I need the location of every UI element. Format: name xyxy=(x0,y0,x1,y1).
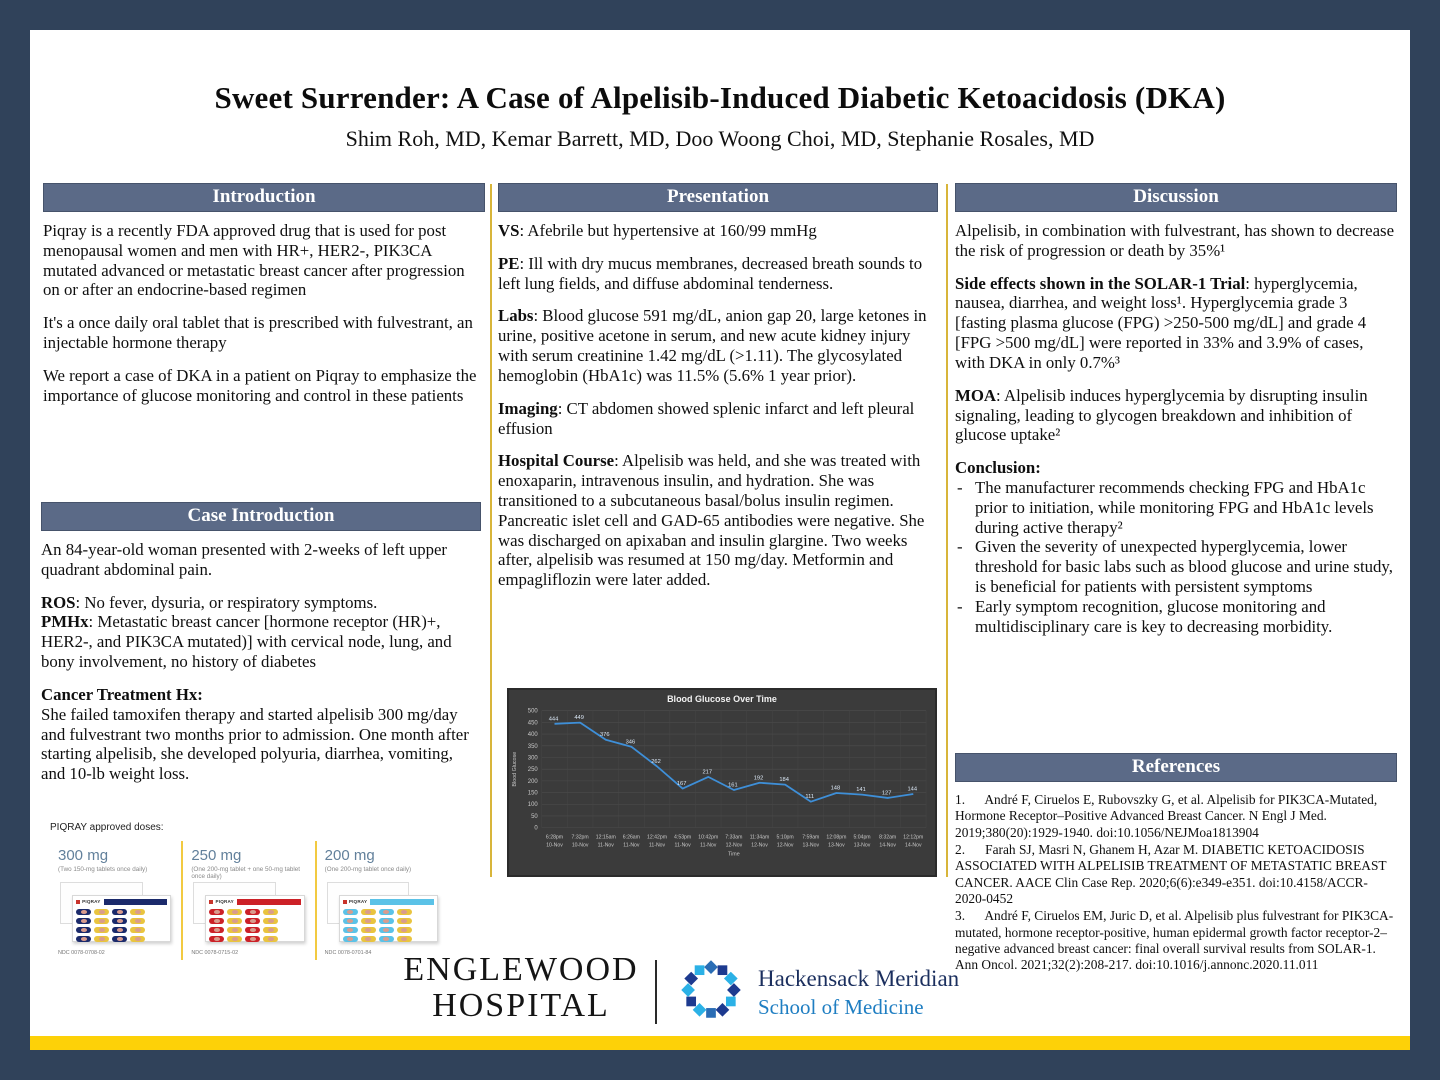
svg-text:192: 192 xyxy=(753,775,764,782)
references-header: References xyxy=(955,753,1397,782)
svg-text:7:59am: 7:59am xyxy=(802,834,820,841)
poster-title: Sweet Surrender: A Case of Alpelisib-Induced Diabetic Ketoacidosis (DKA) xyxy=(214,80,1226,115)
svg-text:184: 184 xyxy=(779,777,789,784)
reference-item: 1. André F, Ciruelos E, Rubovszky G, et al. Alpelisib for PIK3CA-Mutated, Hormone Receptor–Positive Advanced Breast Cancer. N Engl J Med. 2019;380(20):1929-1940. doi:10.1056/NEJMoa1813904 xyxy=(955,792,1381,840)
svg-text:217: 217 xyxy=(702,769,713,776)
moa-line: MOA: Alpelisib induces hyperglycemia by disrupting insulin signaling, leading to glycogen breakdown and inhibition of glucose uptake² xyxy=(955,385,1368,445)
svg-text:200: 200 xyxy=(527,778,538,785)
case-introduction-header: Case Introduction xyxy=(41,502,481,531)
pack-color-band xyxy=(104,899,168,905)
svg-text:11-Nov: 11-Nov xyxy=(674,842,691,849)
pmhx-label: PMHx xyxy=(41,612,89,632)
dose-amount: 200 mg xyxy=(324,847,375,864)
svg-text:12-Nov: 12-Nov xyxy=(751,842,768,849)
intro-paragraph: We report a case of DKA in a patient on Piqray to emphasize the importance of glucose monitoring and control in these patients xyxy=(43,365,477,405)
svg-text:0: 0 xyxy=(534,825,538,832)
svg-text:Time: Time xyxy=(728,851,740,858)
discussion-body xyxy=(955,221,1397,636)
svg-text:14-Nov: 14-Nov xyxy=(879,842,896,849)
pe-line: PE: Ill with dry mucus membranes, decreased breath sounds to left lung fields, and diffuse abdominal tenderness. xyxy=(498,253,923,293)
pack-card-front xyxy=(339,895,438,942)
labs-line: Labs: Blood glucose 591 mg/dL, anion gap 20, large ketones in urine, positive acetone in serum, and new acute kidney injury with serum creatinine 1.42 mg/dL (>1.11). The glycosylated hemoglobin (HbA1c) was 11.5% (5.6% 1 year prior). xyxy=(498,306,927,385)
presentation-header: Presentation xyxy=(498,183,938,212)
conclusion-heading: Conclusion: xyxy=(955,458,1041,478)
svg-text:111: 111 xyxy=(805,794,815,801)
svg-text:150: 150 xyxy=(527,790,538,797)
svg-text:12:15am: 12:15am xyxy=(595,834,616,841)
cancer-tx-heading: Cancer Treatment Hx: xyxy=(41,684,203,704)
references-section xyxy=(955,753,1397,975)
svg-text:8:32am: 8:32am xyxy=(879,834,897,841)
svg-text:13-Nov: 13-Nov xyxy=(853,842,871,849)
hackensack-meridian-logo-icon xyxy=(674,953,748,1027)
svg-text:444: 444 xyxy=(548,716,559,723)
blister-pills xyxy=(343,909,434,942)
svg-text:11-Nov: 11-Nov xyxy=(648,842,666,849)
intro-paragraph: Piqray is a recently FDA approved drug that is used for post menopausal women and men with HR+, HER2-, PIK3CA mutated advanced or metastatic breast cancer after progression on or after an endocrine-based regimen xyxy=(43,221,465,300)
svg-text:262: 262 xyxy=(651,758,661,765)
pack-color-band xyxy=(237,899,301,905)
svg-text:346: 346 xyxy=(625,739,636,746)
svg-text:10-Nov: 10-Nov xyxy=(571,842,589,849)
svg-text:13-Nov: 13-Nov xyxy=(828,842,845,849)
svg-text:6:28pm: 6:28pm xyxy=(545,834,564,841)
svg-text:400: 400 xyxy=(527,732,538,739)
dose-panel-200mg xyxy=(315,841,448,960)
pack-brand: PIQRAY xyxy=(215,899,234,905)
case-introduction-body xyxy=(41,540,481,784)
ros-line xyxy=(41,593,481,613)
column-separator xyxy=(946,184,948,877)
svg-text:141: 141 xyxy=(856,787,866,794)
svg-text:11-Nov: 11-Nov xyxy=(597,842,614,849)
hospital-name-line2: HOSPITAL xyxy=(432,986,610,1024)
svg-text:11:34am: 11:34am xyxy=(749,834,770,841)
svg-text:14-Nov: 14-Nov xyxy=(904,842,922,849)
svg-text:300: 300 xyxy=(527,755,538,762)
conclusion-bullet: - Early symptom recognition, glucose monitoring and multidisciplinary care is key to decreasing morbidity. xyxy=(955,597,1397,637)
svg-text:450: 450 xyxy=(527,720,538,727)
svg-text:5:04pm: 5:04pm xyxy=(853,834,871,841)
ndc-code: NDC 0078-0701-84 xyxy=(324,950,372,956)
presentation-body xyxy=(498,221,938,590)
pack-brand: PIQRAY xyxy=(82,899,101,905)
ros-text: : No fever, dysuria, or respiratory symptoms. xyxy=(75,592,378,612)
pill-pack-image xyxy=(58,882,173,944)
svg-text:350: 350 xyxy=(527,743,538,750)
svg-text:500: 500 xyxy=(527,708,538,715)
pmhx-line xyxy=(41,612,481,671)
school-of-medicine-wordmark xyxy=(758,966,959,1020)
piqray-doses-figure xyxy=(50,822,448,960)
svg-text:148: 148 xyxy=(830,785,841,792)
piqray-dose-panels xyxy=(50,841,448,960)
svg-text:12-Nov: 12-Nov xyxy=(776,842,794,849)
school-name: Hackensack Meridian xyxy=(758,966,960,991)
ros-label: ROS xyxy=(41,592,76,612)
references-body xyxy=(955,792,1397,974)
pill-pack-image xyxy=(191,882,306,944)
svg-text:12:42pm: 12:42pm xyxy=(647,834,668,841)
svg-text:161: 161 xyxy=(728,782,738,789)
hospital-name-line1: ENGLEWOOD xyxy=(403,951,639,988)
pack-card-front xyxy=(72,895,171,942)
novartis-mark-icon xyxy=(343,900,347,904)
pmhx-text: : Metastatic breast cancer [hormone receptor (HR)+, HER2-, and PIK3CA mutated)] with cervical node, lung, and bony involvement, no history of diabetes xyxy=(41,612,452,672)
dose-panel-250mg xyxy=(181,841,314,960)
ndc-code: NDC 0078-0708-02 xyxy=(58,950,105,956)
vs-line: VS: Afebrile but hypertensive at 160/99 mmHg xyxy=(498,221,817,240)
svg-text:12:12pm: 12:12pm xyxy=(903,834,924,841)
intro-paragraph: It's a once daily oral tablet that is prescribed with fulvestrant, an injectable hormone therapy xyxy=(43,313,473,353)
discussion-header: Discussion xyxy=(955,183,1397,212)
svg-text:Blood Glucose: Blood Glucose xyxy=(511,751,518,787)
svg-text:13-Nov: 13-Nov xyxy=(802,842,820,849)
blister-pills xyxy=(209,909,300,942)
introduction-header: Introduction xyxy=(43,183,485,212)
svg-text:7:32pm: 7:32pm xyxy=(571,834,589,841)
introduction-section xyxy=(43,183,485,419)
svg-text:6:26am: 6:26am xyxy=(622,834,640,841)
svg-text:449: 449 xyxy=(574,715,584,722)
dose-subtitle: (One 200-mg tablet once daily) xyxy=(324,866,412,873)
column-separator xyxy=(490,184,492,877)
svg-text:376: 376 xyxy=(599,732,610,739)
school-sub: School of Medicine xyxy=(758,995,924,1019)
chart-plot xyxy=(509,704,935,872)
dose-subtitle: (One 200-mg tablet + one 50-mg tablet once daily) xyxy=(191,866,301,881)
conclusion-bullet: - The manufacturer recommends checking FPG and HbA1c prior to initiation, while monitoring FPG and HbA1c levels during active therapy² xyxy=(955,478,1397,537)
blood-glucose-chart xyxy=(507,688,937,877)
blister-pills xyxy=(76,909,167,942)
poster-authors: Shim Roh, MD, Kemar Barrett, MD, Doo Woong Choi, MD, Stephanie Rosales, MD xyxy=(345,126,1095,151)
svg-text:10-Nov: 10-Nov xyxy=(546,842,563,849)
svg-text:11-Nov: 11-Nov xyxy=(700,842,717,849)
svg-text:10:42pm: 10:42pm xyxy=(698,834,719,841)
svg-text:50: 50 xyxy=(531,813,538,820)
dose-subtitle: (Two 150-mg tablets once daily) xyxy=(58,866,148,873)
footer-divider xyxy=(655,960,657,1024)
dose-panel-300mg xyxy=(50,841,181,960)
svg-text:11-Nov: 11-Nov xyxy=(623,842,640,849)
pack-brand: PIQRAY xyxy=(348,899,368,905)
conclusion-bullet: - Given the severity of unexpected hyperglycemia, lower threshold for basic labs such as blood glucose and urine study, is beneficial for patients with persistent symptoms xyxy=(955,537,1397,596)
svg-text:144: 144 xyxy=(907,786,918,793)
presentation-section xyxy=(498,183,938,603)
reference-item: 3. André F, Ciruelos EM, Juric D, et al. Alpelisib plus fulvestrant for PIK3CA-mutated, hormone receptor-positive, human epidermal growth factor receptor-2–negative advanced breast cancer: final overall survival results from SOLAR-1. Ann Oncol. 2021;32(2):208-217. doi:10.1016/j.annonc.2020.11.011 xyxy=(955,908,1394,973)
pill-pack-image xyxy=(325,882,440,944)
pack-card-front xyxy=(205,895,304,942)
reference-item: 2. Farah SJ, Masri N, Ghanem H, Azar M. DIABETIC KETOACIDOSIS ASSOCIATED WITH ALPELISIB TREATMENT OF METASTATIC BREAST CANCER. AACE Clin Case Rep. 2020;6(6):e349-e351. doi:10.4158/ACCR-2020-0452 xyxy=(955,842,1390,907)
ndc-code: NDC 0078-0715-02 xyxy=(191,950,239,956)
svg-text:250: 250 xyxy=(527,767,538,774)
svg-text:12:08pm: 12:08pm xyxy=(826,834,847,841)
bottom-accent-bar xyxy=(30,1036,1410,1050)
introduction-body xyxy=(43,221,485,406)
svg-text:127: 127 xyxy=(881,790,892,797)
discussion-paragraph: Alpelisib, in combination with fulvestrant, has shown to decrease the risk of progression or death by 35%¹ xyxy=(955,221,1395,260)
novartis-mark-icon xyxy=(76,900,80,904)
side-effects-line: Side effects shown in the SOLAR-1 Trial: hyperglycemia, nausea, diarrhea, and weight loss¹. Hyperglycemia grade 3 [fasting plasma glucose (FPG) >250-500 mg/dL] and grade 4 [FPG >500 mg/dL] were reported in 33% and 3.9% of cases, with DKA in only 0.7%³ xyxy=(955,273,1367,372)
imaging-line: Imaging: CT abdomen showed splenic infarct and left pleural effusion xyxy=(498,398,915,438)
svg-text:4:53pm: 4:53pm xyxy=(674,834,692,841)
svg-text:5:10pm: 5:10pm xyxy=(776,834,794,841)
svg-text:12-Nov: 12-Nov xyxy=(725,842,743,849)
svg-text:7:33am: 7:33am xyxy=(725,834,743,841)
hospital-course-line: Hospital Course: Alpelisib was held, and she was treated with enoxaparin, intravenous insulin, and hydration. She was transitioned to a subcutaneous basal/bolus insulin regimen. Pancreatic islet cell and GAD-65 antibodies were negative. She was discharged on apixaban and insulin glargine. Two weeks after, alpelisib was resumed at 150 mg/day. Metformin and empagliflozin were later added. xyxy=(498,451,925,590)
case-introduction-section xyxy=(41,502,481,797)
dose-amount: 300 mg xyxy=(58,847,109,864)
novartis-mark-icon xyxy=(209,900,213,904)
englewood-hospital-logo xyxy=(390,952,652,1023)
svg-text:167: 167 xyxy=(676,781,687,788)
pack-color-band xyxy=(370,899,434,905)
piqray-doses-label: PIQRAY approved doses: xyxy=(50,822,164,833)
discussion-section xyxy=(955,183,1397,636)
chart-title: Blood Glucose Over Time xyxy=(667,694,777,704)
case-paragraph: An 84-year-old woman presented with 2-weeks of left upper quadrant abdominal pain. xyxy=(41,540,448,579)
svg-text:100: 100 xyxy=(527,802,538,809)
cancer-tx-body: She failed tamoxifen therapy and started alpelisib 300 mg/day and fulvestrant two months prior to admission. One month after starting alpelisib, she developed polyuria, diarrhea, vomiting, and 10-lb weight loss. xyxy=(41,704,469,784)
dose-amount: 250 mg xyxy=(191,847,242,864)
